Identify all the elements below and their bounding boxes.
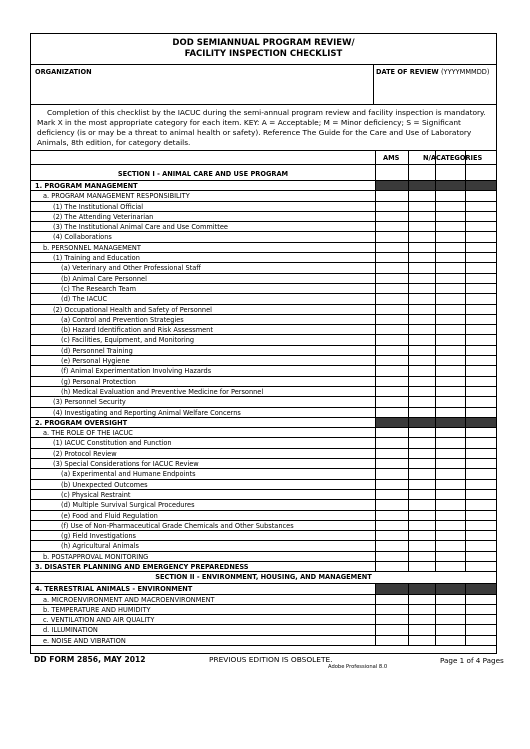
checklist-item-label: (c) Physical Restraint [61,490,131,499]
categories-cell-extra[interactable] [465,325,496,334]
na-cell[interactable] [408,521,435,530]
categories-cell[interactable] [435,459,465,468]
ams-cell[interactable] [375,202,408,211]
ams-cell[interactable] [375,595,408,604]
checklist-row [31,490,496,500]
checklist-row [31,531,496,541]
checklist-item-label: b. PERSONNEL MANAGEMENT [43,243,141,252]
checklist-row [31,595,496,605]
ams-cell[interactable] [375,490,408,499]
na-cell[interactable] [408,636,435,645]
checklist-item-label: (b) Animal Care Personnel [61,274,147,283]
checklist-item-label: (3) The Institutional Animal Care and Use Committee [53,223,228,232]
categories-cell[interactable] [435,325,465,334]
categories-cell-extra [465,418,496,427]
checklist-row [31,181,496,191]
na-cell[interactable] [408,335,435,344]
categories-cell-extra[interactable] [465,605,496,614]
ams-cell[interactable] [375,294,408,303]
checklist-item-label: (a) Veterinary and Other Professional Staff [61,264,201,273]
section1-title: SECTION I - ANIMAL CARE AND USE PROGRAM [117,170,289,178]
na-cell [408,181,435,190]
categories-cell-extra[interactable] [465,243,496,252]
checklist-row [31,305,496,315]
checklist-item-label: (4) Investigating and Reporting Animal Welfare Concerns [53,408,241,417]
na-cell[interactable] [408,438,435,447]
checklist-row [31,377,496,387]
na-cell[interactable] [408,346,435,355]
categories-cell-extra[interactable] [465,222,496,231]
na-cell[interactable] [408,595,435,604]
na-cell[interactable] [408,222,435,231]
checklist-row [31,274,496,284]
ams-cell[interactable] [375,605,408,614]
categories-cell-extra[interactable] [465,469,496,478]
checklist-item-label: 1. PROGRAM MANAGEMENT [35,182,138,190]
categories-cell[interactable] [435,636,465,645]
form-title-line2: FACILITY INSPECTION CHECKLIST [184,49,343,59]
section2-header-row [31,572,496,584]
categories-cell-extra[interactable] [465,253,496,262]
checklist-row [31,212,496,222]
checklist-item-label: (h) Medical Evaluation and Preventive Medicine for Personnel [61,387,264,396]
na-cell[interactable] [408,459,435,468]
categories-cell[interactable] [435,212,465,221]
categories-cell-extra[interactable] [465,408,496,417]
categories-cell-extra[interactable] [465,511,496,520]
ams-cell[interactable] [375,377,408,386]
categories-cell-extra[interactable] [465,335,496,344]
categories-cell[interactable] [435,552,465,561]
na-cell[interactable] [408,253,435,262]
ams-cell [375,418,408,427]
ams-cell[interactable] [375,562,408,571]
categories-cell[interactable] [435,202,465,211]
checklist-item-label: b. POSTAPPROVAL MONITORING [43,552,149,561]
categories-cell[interactable] [435,263,465,272]
categories-cell[interactable] [435,449,465,458]
checklist-item-label: (f) Animal Experimentation Involving Hazards [61,367,212,376]
checklist-item-label: (a) Control and Prevention Strategies [61,315,184,324]
categories-cell-extra[interactable] [465,521,496,530]
checklist-item-label: (c) Facilities, Equipment, and Monitoring [61,336,195,345]
checklist-row [31,263,496,273]
checklist-item-label: (1) Training and Education [53,254,140,263]
checklist-item-label: (h) Agricultural Animals [61,542,139,551]
checklist-item-label: 4. TERRESTRIAL ANIMALS - ENVIRONMENT [35,585,193,594]
na-cell [408,418,435,427]
ams-cell[interactable] [375,459,408,468]
categories-cell[interactable] [435,232,465,241]
categories-cell-extra[interactable] [465,397,496,406]
categories-cell[interactable] [435,243,465,252]
checklist-item-label: (4) Collaborations [53,233,112,242]
categories-cell[interactable] [435,541,465,550]
categories-cell-extra[interactable] [465,438,496,447]
checklist-row [31,511,496,521]
checklist-item-label: (3) Special Considerations for IACUC Review [53,460,199,469]
na-cell[interactable] [408,480,435,489]
checklist-item-label: (a) Experimental and Humane Endpoints [61,470,196,479]
checklist-row [31,500,496,510]
na-cell[interactable] [408,212,435,221]
na-cell[interactable] [408,387,435,396]
checklist-item-label: (d) Multiple Survival Surgical Procedures [61,501,195,510]
categories-cell-extra[interactable] [465,480,496,489]
checklist-row [31,459,496,469]
checklist-row [31,605,496,615]
ams-cell[interactable] [375,243,408,252]
na-cell[interactable] [408,552,435,561]
checklist-item-label: (g) Personal Protection [61,377,136,386]
checklist-row [31,325,496,335]
checklist-form [30,33,497,654]
ams-cell[interactable] [375,346,408,355]
checklist-row [31,584,496,594]
checklist-row [31,346,496,356]
na-cell[interactable] [408,511,435,520]
na-cell [408,584,435,593]
na-cell[interactable] [408,274,435,283]
checklist-item-label: e. NOISE AND VIBRATION [43,636,126,645]
categories-cell[interactable] [435,428,465,437]
checklist-row [31,284,496,294]
ams-cell[interactable] [375,636,408,645]
checklist-row [31,387,496,397]
categories-cell-extra[interactable] [465,490,496,499]
ams-cell[interactable] [375,449,408,458]
categories-cell-extra[interactable] [465,284,496,293]
software-note: Adobe Professional 8.0 [328,664,388,670]
categories-cell-extra[interactable] [465,387,496,396]
checklist-row [31,449,496,459]
ams-cell[interactable] [375,397,408,406]
checklist-row [31,636,496,646]
ams-cell[interactable] [375,325,408,334]
checklist-item-label: d. ILLUMINATION [43,626,98,635]
organization-field[interactable] [33,78,371,102]
ams-cell[interactable] [375,335,408,344]
na-cell[interactable] [408,315,435,324]
ams-cell[interactable] [375,541,408,550]
categories-cell[interactable] [435,615,465,624]
ams-cell[interactable] [375,615,408,624]
ams-cell[interactable] [375,408,408,417]
categories-cell[interactable] [435,521,465,530]
na-cell[interactable] [408,325,435,334]
checklist-row [31,428,496,438]
categories-cell-extra[interactable] [465,263,496,272]
categories-cell[interactable] [435,397,465,406]
categories-cell-extra[interactable] [465,212,496,221]
checklist-item-label: (3) Personnel Security [53,398,126,407]
checklist-item-label: a. THE ROLE OF THE IACUC [43,429,133,438]
categories-cell[interactable] [435,335,465,344]
categories-cell[interactable] [435,222,465,231]
na-cell[interactable] [408,490,435,499]
ams-cell[interactable] [375,500,408,509]
checklist-item-label: (f) Use of Non-Pharmaceutical Grade Chemicals and Other Substances [61,521,294,530]
ams-cell[interactable] [375,511,408,520]
checklist-item-label: (e) Personal Hygiene [61,357,130,366]
section2-title: SECTION II - ENVIRONMENT, HOUSING, AND MANAGEMENT [155,573,372,582]
na-cell[interactable] [408,615,435,624]
checklist-item-label: (c) The Research Team [61,284,136,293]
na-cell[interactable] [408,605,435,614]
checklist-row [31,438,496,448]
na-cell[interactable] [408,356,435,365]
categories-cell[interactable] [435,387,465,396]
page-number: Page 1 of 4 Pages [440,656,504,665]
checklist-row [31,253,496,263]
categories-cell-extra[interactable] [465,615,496,624]
ams-cell[interactable] [375,387,408,396]
na-cell[interactable] [408,377,435,386]
na-cell[interactable] [408,243,435,252]
categories-cell-extra [465,584,496,593]
ams-cell[interactable] [375,356,408,365]
categories-cell [435,181,465,190]
checklist-row [31,625,496,635]
categories-cell[interactable] [435,274,465,283]
na-cell[interactable] [408,191,435,200]
na-cell[interactable] [408,202,435,211]
categories-cell[interactable] [435,294,465,303]
checklist-row [31,294,496,304]
na-cell[interactable] [408,541,435,550]
ams-cell[interactable] [375,284,408,293]
categories-cell-extra[interactable] [465,356,496,365]
na-cell[interactable] [408,294,435,303]
ams-cell [375,181,408,190]
categories-cell[interactable] [435,408,465,417]
categories-cell[interactable] [435,191,465,200]
na-cell[interactable] [408,625,435,634]
instructions-line1: Completion of this checklist by the IACUC during the semi-annual program review and facility inspection is mandatory. [47,108,486,117]
categories-cell-extra[interactable] [465,625,496,634]
checklist-item-label: c. VENTILATION AND AIR QUALITY [43,616,155,625]
checklist-rows [31,181,496,646]
ams-cell[interactable] [375,212,408,221]
na-cell[interactable] [408,428,435,437]
na-cell[interactable] [408,500,435,509]
categories-cell-extra[interactable] [465,541,496,550]
checklist-row [31,232,496,242]
ams-cell[interactable] [375,438,408,447]
categories-cell[interactable] [435,562,465,571]
categories-cell[interactable] [435,500,465,509]
na-cell[interactable] [408,284,435,293]
categories-cell-extra[interactable] [465,366,496,375]
column-na: N/A [423,154,437,162]
categories-cell[interactable] [435,490,465,499]
checklist-row [31,552,496,562]
categories-cell[interactable] [435,356,465,365]
categories-cell[interactable] [435,305,465,314]
categories-cell[interactable] [435,253,465,262]
date-of-review-field[interactable] [376,78,494,102]
checklist-item-label: 3. DISASTER PLANNING AND EMERGENCY PREPAREDNESS [35,562,249,571]
na-cell[interactable] [408,263,435,272]
na-cell[interactable] [408,531,435,540]
checklist-row [31,418,496,428]
categories-cell[interactable] [435,480,465,489]
na-cell[interactable] [408,562,435,571]
na-cell[interactable] [408,366,435,375]
categories-cell[interactable] [435,531,465,540]
na-cell[interactable] [408,469,435,478]
categories-cell[interactable] [435,469,465,478]
categories-cell-extra[interactable] [465,315,496,324]
na-cell[interactable] [408,305,435,314]
ams-cell[interactable] [375,552,408,561]
categories-cell-extra [465,181,496,190]
checklist-row [31,191,496,201]
categories-cell-extra[interactable] [465,191,496,200]
categories-cell[interactable] [435,284,465,293]
categories-cell[interactable] [435,625,465,634]
na-cell[interactable] [408,232,435,241]
checklist-row [31,469,496,479]
categories-cell-extra[interactable] [465,428,496,437]
checklist-row [31,315,496,325]
checklist-row [31,366,496,376]
ams-cell[interactable] [375,469,408,478]
categories-cell[interactable] [435,595,465,604]
categories-cell-extra[interactable] [465,531,496,540]
categories-cell[interactable] [435,346,465,355]
categories-cell-extra[interactable] [465,305,496,314]
checklist-item-label: b. TEMPERATURE AND HUMIDITY [43,605,151,614]
checklist-item-label: (1) IACUC Constitution and Function [53,439,172,448]
categories-cell-extra[interactable] [465,274,496,283]
ams-cell[interactable] [375,625,408,634]
instructions [37,108,495,148]
na-cell[interactable] [408,397,435,406]
categories-cell[interactable] [435,366,465,375]
ams-cell[interactable] [375,428,408,437]
na-cell[interactable] [408,449,435,458]
categories-cell-extra[interactable] [465,232,496,241]
checklist-row [31,541,496,551]
ams-cell[interactable] [375,222,408,231]
checklist-item-label: 2. PROGRAM OVERSIGHT [35,418,128,427]
categories-cell-extra[interactable] [465,294,496,303]
categories-cell [435,584,465,593]
organization-label: ORGANIZATION [35,68,92,76]
categories-cell-extra[interactable] [465,595,496,604]
categories-cell-extra[interactable] [465,449,496,458]
ams-cell[interactable] [375,531,408,540]
na-cell[interactable] [408,408,435,417]
checklist-row [31,356,496,366]
date-of-review-label: DATE OF REVIEW (YYYYMMMDD) [376,68,490,76]
ams-cell [375,584,408,593]
checklist-row [31,521,496,531]
categories-cell-extra[interactable] [465,552,496,561]
checklist-item-label: (e) Food and Fluid Regulation [61,511,158,520]
categories-cell[interactable] [435,511,465,520]
checklist-item-label: (b) Hazard Identification and Risk Assessment [61,326,213,335]
ams-cell[interactable] [375,521,408,530]
checklist-row [31,480,496,490]
ams-cell[interactable] [375,263,408,272]
checklist-row [31,562,496,572]
ams-cell[interactable] [375,274,408,283]
checklist-row [31,408,496,418]
categories-cell-extra[interactable] [465,377,496,386]
instructions-line2: Mark X in the most appropriate category for each item. KEY: A = Acceptable; M = Minor deficiency; S = Significant deficiency (is or may be a threat to animal health or safety). Reference The Guide for the Care and Use of Laboratory Animals, 8th edition, for category details. [37,118,472,147]
categories-cell-extra[interactable] [465,562,496,571]
categories-cell[interactable] [435,605,465,614]
categories-cell-extra[interactable] [465,500,496,509]
checklist-item-label: (g) Field Investigations [61,532,136,541]
ams-cell[interactable] [375,366,408,375]
checklist-row [31,397,496,407]
checklist-item-label: (2) The Attending Veterinarian [53,212,154,221]
checklist-row [31,243,496,253]
categories-cell [435,418,465,427]
categories-cell-extra[interactable] [465,346,496,355]
categories-cell[interactable] [435,438,465,447]
column-categories: CATEGORIES [436,154,483,162]
checklist-item-label: (d) Personnel Training [61,346,133,355]
ams-cell[interactable] [375,191,408,200]
column-ams: AMS [383,154,400,162]
form-title-line1: DOD SEMIANNUAL PROGRAM REVIEW/ [172,38,355,48]
checklist-row [31,335,496,345]
ams-cell[interactable] [375,315,408,324]
checklist-item-label: (d) The IACUC [61,295,108,304]
categories-cell-extra[interactable] [465,459,496,468]
previous-edition-note: PREVIOUS EDITION IS OBSOLETE. [209,655,333,664]
categories-cell-extra[interactable] [465,636,496,645]
checklist-row [31,202,496,212]
checklist-item-label: (2) Protocol Review [53,449,117,458]
ams-cell[interactable] [375,305,408,314]
checklist-item-label: (1) The Institutional Official [53,202,144,211]
categories-cell-extra[interactable] [465,202,496,211]
ams-cell[interactable] [375,253,408,262]
checklist-row [31,615,496,625]
ams-cell[interactable] [375,480,408,489]
categories-cell[interactable] [435,377,465,386]
form-number: DD FORM 2856, MAY 2012 [34,655,146,664]
checklist-item-label: (b) Unexpected Outcomes [61,480,148,489]
ams-cell[interactable] [375,232,408,241]
checklist-item-label: a. MICROENVIRONMENT AND MACROENVIRONMENT [43,595,215,604]
checklist-item-label: a. PROGRAM MANAGEMENT RESPONSIBILITY [43,192,190,201]
checklist-item-label: (2) Occupational Health and Safety of Personnel [53,305,212,314]
categories-cell[interactable] [435,315,465,324]
checklist-row [31,222,496,232]
